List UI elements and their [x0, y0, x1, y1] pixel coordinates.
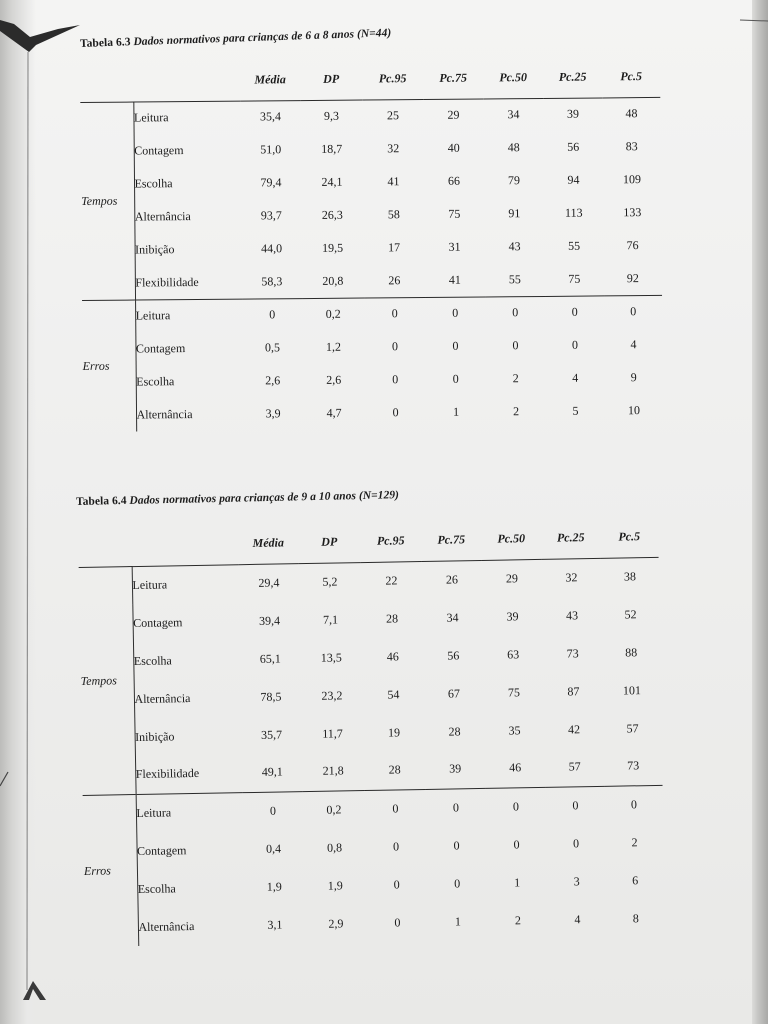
value-pc-25: 32	[565, 570, 578, 585]
value-pc-95: 0	[364, 297, 425, 331]
table-row	[83, 361, 663, 399]
col-header-pc-5: Pc.5	[602, 61, 660, 98]
value-pc-50: 48	[507, 140, 520, 155]
row-label-contagem: Contagem	[135, 341, 186, 356]
table-row	[81, 163, 661, 201]
value-pc-95: 41	[387, 174, 400, 189]
value-pc-5: 92	[626, 270, 639, 285]
table-number: Tabela 6.3	[79, 36, 131, 50]
value-dp: 0,2	[302, 298, 364, 332]
normative-table	[80, 61, 663, 432]
col-header-pc-75: Pc.75	[423, 62, 483, 99]
value-media: 65,1	[259, 650, 281, 666]
table-row	[81, 130, 661, 168]
table-row	[83, 394, 663, 432]
value-pc-75: 40	[447, 140, 460, 155]
value-pc-50: 0	[513, 836, 520, 851]
table-caption	[80, 27, 392, 50]
value-pc-5: 8	[632, 910, 639, 925]
value-pc-25: 113	[564, 205, 583, 220]
value-media: 79,4	[260, 175, 282, 190]
value-pc-95: 19	[387, 724, 401, 740]
value-dp: 20,8	[322, 273, 344, 288]
value-pc-5: 0	[604, 295, 662, 329]
value-pc-75: 1	[454, 913, 462, 928]
value-dp: 13,5	[320, 649, 342, 665]
value-media: 35,4	[259, 109, 282, 124]
value-pc-25: 0	[572, 835, 580, 850]
value-media: 0	[243, 791, 304, 830]
value-dp: 5,2	[322, 574, 338, 589]
value-pc-5: 4	[630, 337, 637, 352]
table-number: Tabela 6.4	[75, 494, 127, 508]
value-pc-95: 17	[388, 240, 401, 255]
col-header-pc-75: Pc.75	[421, 523, 482, 561]
value-pc-50: 29	[505, 571, 519, 586]
value-pc-5: 9	[630, 370, 637, 385]
value-media: 0	[242, 298, 302, 332]
table-title: Dados normativos para crianças de 6 a 8 anos (N=44)	[133, 27, 392, 49]
value-pc-25: 56	[567, 139, 580, 154]
value-pc-50: 91	[508, 206, 521, 221]
value-pc-50: 0	[512, 338, 519, 353]
value-dp: 23,2	[321, 687, 343, 703]
value-pc-5: 0	[605, 785, 664, 824]
value-media: 49,1	[261, 764, 283, 780]
value-dp: 9,3	[323, 108, 340, 124]
header-row	[80, 61, 660, 102]
value-pc-95: 0	[393, 876, 400, 892]
col-header-media: Média	[240, 64, 300, 101]
row-label-alternancia: Alternância	[138, 918, 195, 934]
value-media: 2,6	[265, 373, 281, 388]
value-media: 35,7	[260, 726, 283, 742]
value-media: 58,3	[261, 273, 283, 289]
value-pc-50: 2	[512, 371, 519, 386]
value-pc-5: 6	[632, 872, 639, 887]
value-pc-5: 83	[625, 139, 638, 154]
value-media: 1,9	[266, 878, 282, 894]
row-label-alternancia: Alternância	[134, 209, 191, 224]
value-pc-75: 26	[445, 572, 459, 587]
value-pc-25: 94	[567, 172, 580, 187]
row-label-escolha: Escolha	[136, 374, 175, 389]
value-pc-50: 75	[507, 684, 521, 700]
value-pc-25: 4	[574, 911, 581, 926]
value-pc-5: 76	[626, 238, 639, 253]
value-pc-5: 10	[627, 403, 641, 418]
col-header-media: Média	[238, 526, 299, 564]
row-label-contagem: Contagem	[133, 614, 183, 630]
value-pc-95: 0	[392, 405, 399, 420]
value-pc-50: 0	[486, 787, 547, 826]
value-pc-50: 1	[514, 874, 521, 889]
col-header-pc-50: Pc.50	[483, 62, 543, 99]
value-pc-5: 88	[625, 644, 638, 659]
value-media: 39,4	[258, 612, 281, 628]
table-row	[82, 328, 662, 366]
col-header-dp: DP	[300, 64, 362, 101]
value-pc-75: 34	[446, 609, 459, 625]
row-label-inibicao: Inibição	[135, 242, 175, 257]
value-pc-50: 35	[508, 722, 521, 738]
value-media: 0,5	[264, 340, 281, 355]
row-label-contagem: Contagem	[134, 143, 184, 158]
value-pc-25: 5	[572, 403, 579, 418]
table-row	[82, 262, 662, 300]
value-pc-50: 46	[509, 760, 522, 775]
value-pc-25: 42	[567, 721, 581, 736]
value-pc-25: 57	[568, 759, 581, 774]
value-pc-95: 0	[391, 339, 399, 354]
value-pc-75: 39	[449, 761, 462, 776]
value-media: 0,4	[265, 841, 282, 856]
row-label-alternancia: Alternância	[136, 407, 193, 422]
table-row	[80, 97, 660, 135]
table-body	[80, 97, 663, 432]
value-dp: 2,9	[328, 915, 344, 931]
value-pc-95: 0	[392, 372, 399, 387]
value-pc-50: 55	[508, 271, 521, 287]
table-body	[79, 557, 666, 947]
value-pc-5: 109	[622, 172, 642, 187]
value-dp: 26,3	[321, 207, 343, 222]
col-header-pc-50: Pc.50	[481, 522, 542, 560]
value-pc-50: 63	[507, 646, 520, 662]
value-pc-95: 0	[365, 789, 427, 828]
value-pc-50: 43	[508, 239, 521, 254]
normative-table	[78, 520, 665, 947]
row-label-escolha: Escolha	[133, 652, 172, 668]
value-pc-50: 79	[507, 173, 521, 188]
value-dp: 2,6	[326, 372, 342, 387]
value-pc-75: 28	[448, 723, 461, 739]
value-pc-95: 28	[385, 610, 399, 626]
value-media: 78,5	[260, 688, 282, 704]
value-pc-25: 3	[573, 873, 580, 888]
value-pc-75: 41	[448, 272, 461, 287]
row-label-inibicao: Inibição	[134, 728, 175, 744]
value-pc-95: 28	[388, 762, 401, 777]
col-header-pc-25: Pc.25	[543, 61, 602, 98]
value-dp: 24,1	[321, 174, 343, 189]
value-pc-75: 66	[447, 173, 461, 188]
value-pc-50: 2	[514, 912, 521, 927]
row-label-escolha: Escolha	[137, 880, 176, 896]
value-pc-95: 0	[392, 838, 400, 854]
value-pc-95: 32	[387, 141, 400, 156]
value-pc-5: 38	[623, 569, 637, 584]
value-pc-95: 0	[394, 914, 401, 930]
col-header-pc-5: Pc.5	[600, 520, 659, 558]
value-pc-25: 73	[566, 645, 579, 660]
value-dp: 19,5	[322, 240, 344, 255]
value-pc-75: 0	[426, 788, 487, 827]
value-media: 3,9	[265, 406, 281, 421]
col-header-pc-95: Pc.95	[362, 63, 423, 100]
value-pc-95: 58	[387, 207, 400, 222]
value-pc-75: 0	[425, 296, 485, 330]
value-pc-25: 0	[546, 786, 606, 825]
table-title: Dados normativos para crianças de 9 a 10 anos (N=129)	[129, 489, 400, 507]
value-pc-95: 25	[386, 108, 400, 123]
row-label-leitura: Leitura	[133, 110, 169, 125]
row-label-leitura: Leitura	[132, 577, 168, 592]
value-pc-5: 101	[622, 682, 641, 698]
value-pc-50: 0	[485, 296, 545, 330]
table-caption	[76, 489, 399, 508]
value-dp: 21,8	[322, 763, 344, 779]
value-pc-5: 133	[623, 205, 642, 220]
value-pc-25: 4	[572, 370, 579, 385]
value-media: 51,0	[260, 142, 282, 157]
row-label-flexibilidade: Flexibilidade	[135, 766, 200, 782]
value-pc-50: 39	[506, 608, 519, 624]
value-pc-95: 54	[387, 686, 400, 702]
value-pc-95: 46	[386, 648, 399, 664]
table-row	[81, 196, 661, 234]
value-media: 44,0	[261, 241, 283, 256]
value-dp: 0,2	[303, 790, 366, 829]
value-pc-5: 2	[631, 834, 638, 849]
row-label-leitura: Leitura	[136, 792, 244, 832]
value-pc-75: 1	[452, 404, 460, 419]
row-label-alternancia: Alternância	[134, 690, 191, 706]
value-dp: 18,7	[321, 141, 343, 156]
col-header-pc-25: Pc.25	[541, 521, 601, 559]
value-pc-50: 2	[512, 404, 520, 419]
value-pc-5: 73	[627, 758, 640, 773]
group-label-tempos: Tempos	[80, 102, 135, 300]
value-pc-75: 75	[448, 206, 461, 221]
value-pc-75: 67	[447, 685, 461, 701]
value-pc-5: 52	[624, 606, 637, 621]
value-pc-25: 39	[566, 106, 579, 122]
value-pc-75: 0	[453, 837, 460, 852]
value-pc-75: 0	[452, 338, 459, 353]
row-label-flexibilidade: Flexibilidade	[135, 274, 199, 290]
value-pc-95: 22	[385, 573, 398, 588]
value-media: 93,7	[260, 208, 282, 223]
binding-shadow	[0, 0, 36, 1024]
value-pc-5: 57	[626, 720, 639, 735]
value-pc-25: 55	[568, 238, 581, 253]
group-label-tempos: Tempos	[79, 566, 136, 795]
col-header-dp: DP	[298, 525, 361, 563]
value-pc-25: 0	[571, 337, 579, 352]
group-label-erros: Erros	[82, 300, 136, 432]
value-pc-25: 87	[567, 683, 580, 698]
value-dp: 4,7	[326, 405, 342, 420]
col-header-pc-95: Pc.95	[360, 524, 422, 562]
value-pc-25: 0	[545, 295, 604, 329]
group-label-erros: Erros	[83, 794, 139, 947]
value-pc-75: 29	[447, 107, 460, 123]
value-pc-50: 34	[507, 107, 520, 122]
row-label-contagem: Contagem	[136, 842, 187, 858]
value-pc-25: 75	[568, 271, 581, 286]
header-spacer	[78, 527, 239, 567]
value-pc-75: 31	[448, 239, 461, 254]
value-pc-25: 43	[565, 607, 579, 622]
page-edge-right	[752, 0, 768, 1024]
value-dp: 1,9	[327, 877, 343, 893]
value-pc-75: 0	[454, 875, 461, 890]
value-dp: 7,1	[322, 611, 339, 627]
value-media: 29,4	[258, 575, 280, 590]
value-pc-75: 56	[447, 647, 460, 663]
value-pc-95: 26	[388, 272, 401, 288]
row-label-leitura: Leitura	[135, 299, 242, 333]
value-pc-75: 0	[452, 371, 459, 386]
row-label-escolha: Escolha	[134, 176, 173, 191]
table-row	[82, 295, 662, 333]
header-spacer	[80, 65, 240, 102]
value-pc-5: 48	[625, 106, 638, 121]
value-dp: 11,7	[322, 725, 343, 741]
value-dp: 0,8	[326, 839, 343, 855]
table-row	[81, 229, 661, 267]
value-dp: 1,2	[325, 339, 342, 354]
value-media: 3,1	[267, 916, 283, 932]
